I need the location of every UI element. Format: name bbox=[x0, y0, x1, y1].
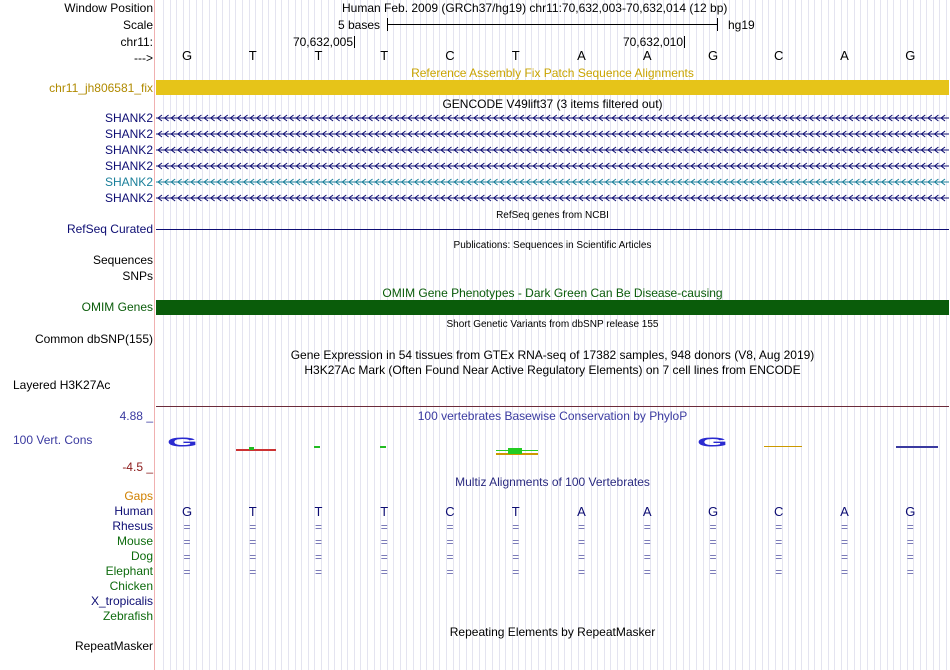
multiz-match-symbol: = bbox=[314, 565, 322, 579]
multiz-match-symbol: = bbox=[577, 535, 585, 549]
multiz-match-symbol: = bbox=[906, 535, 914, 549]
gencode-transcript-strand[interactable] bbox=[156, 146, 949, 154]
publications-snps-label[interactable]: SNPs bbox=[122, 269, 153, 283]
phylop-ymin: -4.5 _ bbox=[122, 460, 153, 474]
multiz-match-symbol: = bbox=[314, 535, 322, 549]
multiz-match-symbol: = bbox=[775, 550, 783, 564]
omim-label[interactable]: OMIM Genes bbox=[81, 300, 153, 314]
multiz-match-symbol: = bbox=[314, 550, 322, 564]
multiz-match-symbol: = bbox=[183, 565, 191, 579]
window-position-label: Window Position bbox=[64, 1, 153, 15]
gencode-gene-label[interactable]: SHANK2 bbox=[104, 191, 153, 205]
gtex-track-title[interactable]: Gene Expression in 54 tissues from GTEx RNA-seq of 17382 samples, 948 donors (V8, Aug 2019) bbox=[290, 348, 815, 362]
strand-label: ---> bbox=[134, 51, 153, 65]
multiz-match-symbol: = bbox=[775, 520, 783, 534]
multiz-human-base: A bbox=[642, 504, 652, 519]
phylop-ymax: 4.88 _ bbox=[119, 409, 153, 423]
assembly-position-title[interactable]: Human Feb. 2009 (GRCh37/hg19) chr11:70,632,003-70,632,014 (12 bp) bbox=[342, 1, 728, 15]
multiz-match-symbol: = bbox=[314, 520, 322, 534]
multiz-species-label[interactable]: Mouse bbox=[116, 534, 153, 548]
scale-bar-right-tick bbox=[717, 18, 718, 31]
phylop-logo-t3 bbox=[314, 446, 320, 448]
multiz-species-label[interactable]: Dog bbox=[130, 549, 153, 563]
multiz-track-title[interactable]: Multiz Alignments of 100 Vertebrates bbox=[455, 475, 650, 489]
phylop-logo-t4 bbox=[380, 446, 386, 448]
phylop-logo-g1: G bbox=[167, 435, 198, 450]
gencode-gene-label[interactable]: SHANK2 bbox=[104, 111, 153, 125]
multiz-human-base: G bbox=[707, 504, 719, 519]
multiz-species-label[interactable]: Human bbox=[114, 504, 153, 518]
multiz-match-symbol: = bbox=[840, 520, 848, 534]
multiz-match-symbol: = bbox=[512, 565, 520, 579]
sequence-base: T bbox=[511, 48, 520, 63]
repeatmasker-track-title[interactable]: Repeating Elements by RepeatMasker bbox=[449, 625, 656, 639]
dbsnp-label[interactable]: Common dbSNP(155) bbox=[34, 332, 153, 346]
multiz-species-label[interactable]: Zebrafish bbox=[102, 609, 153, 623]
multiz-species-label[interactable]: Elephant bbox=[105, 564, 153, 578]
multiz-match-symbol: = bbox=[380, 550, 388, 564]
multiz-species-label[interactable]: Chicken bbox=[109, 579, 153, 593]
sequence-base: C bbox=[445, 48, 455, 63]
repeatmasker-label[interactable]: RepeatMasker bbox=[74, 639, 153, 653]
multiz-match-symbol: = bbox=[775, 565, 783, 579]
sequence-base: A bbox=[642, 48, 652, 63]
multiz-match-symbol: = bbox=[249, 520, 257, 534]
multiz-match-symbol: = bbox=[709, 520, 717, 534]
multiz-match-symbol: = bbox=[840, 535, 848, 549]
multiz-match-symbol: = bbox=[577, 565, 585, 579]
scale-bar bbox=[387, 24, 717, 25]
multiz-match-symbol: = bbox=[906, 565, 914, 579]
fix-patch-label[interactable]: chr11_jh806581_fix bbox=[49, 81, 153, 95]
multiz-match-symbol: = bbox=[709, 535, 717, 549]
omim-track-title[interactable]: OMIM Gene Phenotypes - Dark Green Can Be Disease-causing bbox=[382, 286, 723, 300]
multiz-match-symbol: = bbox=[709, 565, 717, 579]
multiz-human-base: T bbox=[248, 504, 257, 519]
refseq-line[interactable] bbox=[156, 229, 949, 230]
h3k27ac-baseline bbox=[156, 406, 949, 407]
refseq-label[interactable]: RefSeq Curated bbox=[66, 222, 153, 236]
multiz-species-label[interactable]: Gaps bbox=[124, 489, 153, 503]
chrom-label: chr11: bbox=[120, 35, 153, 49]
multiz-human-base: A bbox=[577, 504, 586, 519]
gencode-gene-label[interactable]: SHANK2 bbox=[104, 159, 153, 173]
scale-label: Scale bbox=[122, 18, 153, 32]
fix-patch-bar[interactable] bbox=[156, 80, 949, 95]
scale-db-label: hg19 bbox=[728, 18, 755, 32]
phylop-logo-g9: G bbox=[697, 435, 728, 450]
multiz-match-symbol: = bbox=[183, 535, 191, 549]
phylop-track-title[interactable]: 100 vertebrates Basewise Conservation by PhyloP bbox=[417, 409, 688, 423]
sequence-base: A bbox=[840, 48, 849, 63]
gencode-track-title[interactable]: GENCODE V49lift37 (3 items filtered out) bbox=[442, 97, 663, 111]
multiz-human-base: G bbox=[905, 504, 916, 519]
omim-bar[interactable] bbox=[156, 300, 949, 315]
phylop-logo-t2 bbox=[236, 449, 276, 451]
gencode-transcript-strand[interactable] bbox=[156, 178, 949, 186]
multiz-match-symbol: = bbox=[775, 535, 783, 549]
scale-bases-text: 5 bases bbox=[338, 18, 381, 32]
multiz-match-symbol: = bbox=[380, 535, 388, 549]
multiz-match-symbol: = bbox=[512, 550, 520, 564]
multiz-match-symbol: = bbox=[840, 550, 848, 564]
multiz-human-base: C bbox=[445, 504, 455, 519]
gencode-gene-label[interactable]: SHANK2 bbox=[104, 175, 153, 189]
sequence-base: C bbox=[774, 48, 784, 63]
coord-left-tick bbox=[354, 36, 355, 48]
multiz-match-symbol: = bbox=[512, 520, 520, 534]
multiz-match-symbol: = bbox=[446, 520, 454, 534]
gencode-transcript-strand[interactable] bbox=[156, 114, 949, 122]
coord-right: 70,632,010 bbox=[622, 35, 683, 49]
sequence-base: T bbox=[314, 48, 323, 63]
phylop-logo-t2-dot bbox=[249, 447, 254, 450]
multiz-species-label[interactable]: Rhesus bbox=[112, 519, 153, 533]
sequence-base: G bbox=[905, 48, 916, 63]
coord-left: 70,632,005 bbox=[292, 35, 353, 49]
multiz-match-symbol: = bbox=[709, 550, 717, 564]
gencode-gene-label[interactable]: SHANK2 bbox=[104, 143, 153, 157]
scale-bar-left-tick bbox=[387, 18, 388, 31]
gencode-transcript-strand[interactable] bbox=[156, 162, 949, 170]
sequence-base: T bbox=[380, 48, 389, 63]
multiz-match-symbol: = bbox=[446, 565, 454, 579]
publications-track-title[interactable]: Publications: Sequences in Scientific Articles bbox=[453, 240, 652, 251]
multiz-species-label[interactable]: X_tropicalis bbox=[90, 594, 153, 608]
multiz-human-base: T bbox=[314, 504, 323, 519]
multiz-match-symbol: = bbox=[249, 550, 257, 564]
h3k27ac-label[interactable]: Layered H3K27Ac bbox=[13, 378, 111, 392]
multiz-match-symbol: = bbox=[249, 535, 257, 549]
multiz-match-symbol: = bbox=[446, 550, 454, 564]
multiz-match-symbol: = bbox=[906, 520, 914, 534]
phylop-logo-t6-line bbox=[496, 450, 538, 451]
multiz-human-base: C bbox=[774, 504, 784, 519]
multiz-match-symbol: = bbox=[183, 520, 191, 534]
h3k27ac-track-title[interactable]: H3K27Ac Mark (Often Found Near Active Regulatory Elements) on 7 cell lines from ENCODE bbox=[304, 363, 801, 377]
multiz-match-symbol: = bbox=[643, 565, 651, 579]
multiz-match-symbol: = bbox=[249, 565, 257, 579]
refseq-track-title[interactable]: RefSeq genes from NCBI bbox=[496, 210, 609, 221]
publications-sequences-label[interactable]: Sequences bbox=[92, 253, 153, 267]
phylop-logo-c10 bbox=[764, 446, 802, 447]
multiz-match-symbol: = bbox=[512, 535, 520, 549]
sequence-base: G bbox=[707, 48, 719, 63]
multiz-match-symbol: = bbox=[380, 520, 388, 534]
gencode-transcript-strand[interactable] bbox=[156, 130, 949, 138]
multiz-match-symbol: = bbox=[380, 565, 388, 579]
multiz-match-symbol: = bbox=[906, 550, 914, 564]
multiz-match-symbol: = bbox=[643, 520, 651, 534]
multiz-match-symbol: = bbox=[643, 550, 651, 564]
fix-patch-track-title[interactable]: Reference Assembly Fix Patch Sequence Alignments bbox=[411, 66, 694, 80]
multiz-human-base: T bbox=[511, 504, 520, 519]
sequence-base: T bbox=[248, 48, 257, 63]
multiz-match-symbol: = bbox=[577, 520, 585, 534]
multiz-match-symbol: = bbox=[840, 565, 848, 579]
phylop-logo-plot[interactable] bbox=[156, 434, 949, 460]
multiz-match-symbol: = bbox=[183, 550, 191, 564]
multiz-match-symbol: = bbox=[643, 535, 651, 549]
multiz-match-symbol: = bbox=[577, 550, 585, 564]
dbsnp-track-title[interactable]: Short Genetic Variants from dbSNP release 155 bbox=[446, 319, 659, 330]
gencode-gene-label[interactable]: SHANK2 bbox=[104, 127, 153, 141]
phylop-label[interactable]: 100 Vert. Cons bbox=[13, 433, 93, 447]
multiz-human-base: T bbox=[380, 504, 389, 519]
sequence-base: A bbox=[577, 48, 586, 63]
coord-right-tick bbox=[684, 36, 685, 48]
phylop-logo-g12 bbox=[896, 446, 938, 448]
sequence-row bbox=[0, 49, 950, 63]
multiz-human-base: A bbox=[840, 504, 849, 519]
sequence-base: G bbox=[181, 48, 193, 63]
gencode-transcript-strand[interactable] bbox=[156, 194, 949, 202]
multiz-human-base: G bbox=[181, 504, 193, 519]
multiz-match-symbol: = bbox=[446, 535, 454, 549]
